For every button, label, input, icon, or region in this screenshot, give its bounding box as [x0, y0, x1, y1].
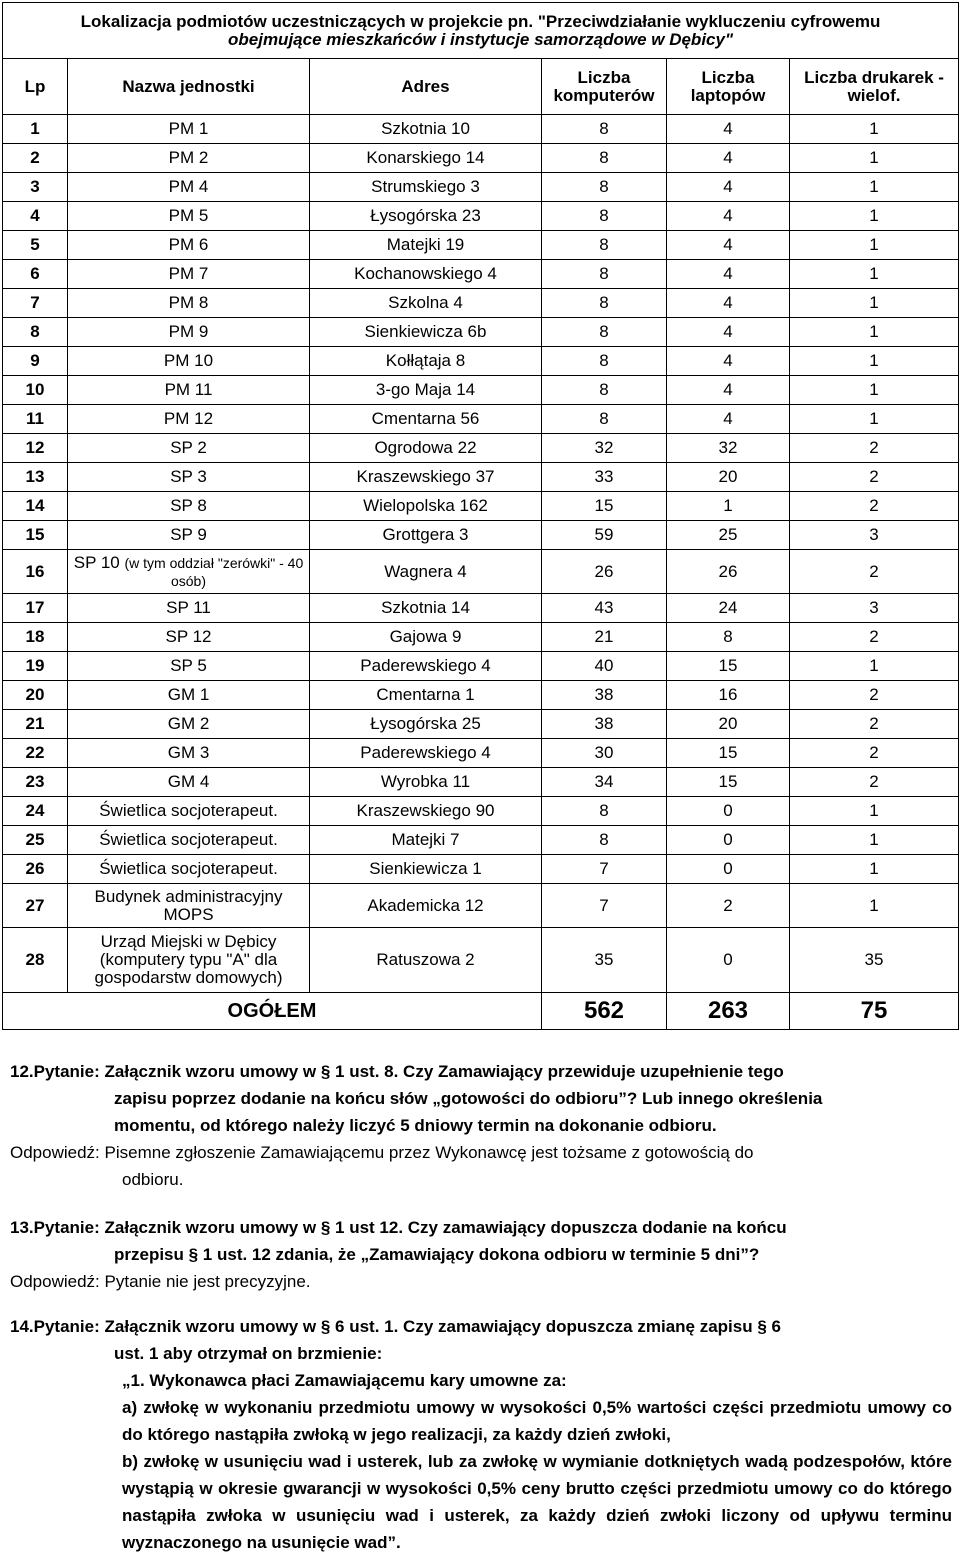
total-row [3, 993, 959, 1030]
row-address: Wielopolska 162 [310, 492, 542, 521]
row-lp: 26 [3, 855, 68, 884]
row-laptops: 15 [667, 768, 790, 797]
row-laptops: 4 [667, 289, 790, 318]
row-printers: 1 [790, 826, 959, 855]
row-address: Paderewskiego 4 [310, 652, 542, 681]
row-name: Świetlica socjoterapeut. [68, 797, 310, 826]
row-computers: 8 [542, 173, 667, 202]
row-laptops: 15 [667, 739, 790, 768]
row-lp: 12 [3, 434, 68, 463]
answer-12-text1: Pisemne zgłoszenie Zamawiającemu przez Wykonawcę jest tożsame z gotowością do [104, 1143, 754, 1162]
row-computers: 8 [542, 318, 667, 347]
row-printers: 2 [790, 623, 959, 652]
row-name: GM 3 [68, 739, 310, 768]
row-lp: 23 [3, 768, 68, 797]
question-14 [10, 1313, 952, 1367]
row-computers: 40 [542, 652, 667, 681]
question-12-label: Pytanie: [33, 1062, 100, 1081]
table-row [3, 623, 959, 652]
table-body [3, 115, 959, 993]
row-printers: 1 [790, 797, 959, 826]
question-13-label: Pytanie: [33, 1218, 100, 1237]
row-name: PM 6 [68, 231, 310, 260]
row-computers: 8 [542, 202, 667, 231]
answer-13-label: Odpowiedź: [10, 1272, 100, 1291]
table-row [3, 768, 959, 797]
row-address: Sienkiewicza 6b [310, 318, 542, 347]
row-name: SP 11 [68, 594, 310, 623]
row-computers: 8 [542, 376, 667, 405]
row-name: Budynek administracyjny MOPS [68, 884, 310, 928]
row-name: SP 2 [68, 434, 310, 463]
question-14-number: 14. [10, 1317, 34, 1336]
row-laptops: 0 [667, 855, 790, 884]
question-12-text-line1 [10, 1062, 784, 1081]
row-lp: 24 [3, 797, 68, 826]
row-name: GM 1 [68, 681, 310, 710]
question-12-text2: zapisu poprzez dodanie na końcu słów „gotowości do odbioru”? Lub innego określenia [114, 1089, 823, 1108]
row-laptops: 26 [667, 550, 790, 594]
row-lp: 11 [3, 405, 68, 434]
question-13-number: 13. [10, 1218, 34, 1237]
row-printers: 2 [790, 739, 959, 768]
question-13-text2: przepisu § 1 ust. 12 zdania, że „Zamawiający dokona odbioru w terminie 5 dni”? [114, 1245, 760, 1264]
row-address: Kołłątaja 8 [310, 347, 542, 376]
row-laptops: 20 [667, 463, 790, 492]
table-title [3, 3, 959, 59]
row-address: Konarskiego 14 [310, 144, 542, 173]
row-address: Kraszewskiego 37 [310, 463, 542, 492]
question-12-text1: Załącznik wzoru umowy w § 1 ust. 8. Czy Zamawiający przewiduje uzupełnienie tego [104, 1062, 784, 1081]
total-computers: 562 [542, 993, 667, 1030]
row-computers: 7 [542, 884, 667, 928]
row-name: PM 2 [68, 144, 310, 173]
row-computers: 43 [542, 594, 667, 623]
row-address: Akademicka 12 [310, 884, 542, 928]
row-laptops: 1 [667, 492, 790, 521]
row-name: PM 10 [68, 347, 310, 376]
row-address: Wagnera 4 [310, 550, 542, 594]
row-name: PM 9 [68, 318, 310, 347]
row-lp: 3 [3, 173, 68, 202]
question-13-section [10, 1214, 952, 1295]
answer-12-text2: odbioru. [122, 1170, 184, 1189]
total-label: OGÓŁEM [3, 993, 542, 1030]
row-lp: 10 [3, 376, 68, 405]
row-printers: 1 [790, 318, 959, 347]
row-address: Kraszewskiego 90 [310, 797, 542, 826]
table-row [3, 202, 959, 231]
question-14-section [10, 1313, 952, 1556]
row-address: Kochanowskiego 4 [310, 260, 542, 289]
table-header-row [3, 59, 959, 115]
row-lp: 1 [3, 115, 68, 144]
row-printers: 1 [790, 884, 959, 928]
row-laptops: 16 [667, 681, 790, 710]
row-laptops: 24 [667, 594, 790, 623]
row-name-main: SP 10 [73, 552, 120, 572]
row-address: Szkotnia 10 [310, 115, 542, 144]
row-laptops: 4 [667, 231, 790, 260]
row-computers: 21 [542, 623, 667, 652]
row-address: Ogrodowa 22 [310, 434, 542, 463]
row-address: Grottgera 3 [310, 521, 542, 550]
header-computers: Liczba komputerów [542, 59, 667, 115]
row-laptops: 20 [667, 710, 790, 739]
row-address: Matejki 19 [310, 231, 542, 260]
row-printers: 1 [790, 855, 959, 884]
row-lp: 25 [3, 826, 68, 855]
question-13-text1: Załącznik wzoru umowy w § 1 ust 12. Czy zamawiający dopuszcza dodanie na końcu [104, 1218, 787, 1237]
table-row [3, 521, 959, 550]
row-name: SP 9 [68, 521, 310, 550]
row-lp: 22 [3, 739, 68, 768]
row-computers: 8 [542, 115, 667, 144]
row-address: Łysogórska 25 [310, 710, 542, 739]
row-name: SP 5 [68, 652, 310, 681]
answer-12-label: Odpowiedź: [10, 1143, 100, 1162]
row-printers: 3 [790, 594, 959, 623]
header-name: Nazwa jednostki [68, 59, 310, 115]
question-14-text2: ust. 1 aby otrzymał on brzmienie: [114, 1344, 383, 1363]
table-row [3, 463, 959, 492]
row-name: Świetlica socjoterapeut. [68, 826, 310, 855]
table-row [3, 550, 959, 594]
row-address: Wyrobka 11 [310, 768, 542, 797]
row-computers: 38 [542, 681, 667, 710]
row-lp: 13 [3, 463, 68, 492]
row-name: PM 7 [68, 260, 310, 289]
row-name: SP 8 [68, 492, 310, 521]
question-12-text3: momentu, od którego należy liczyć 5 dniowy termin na dokonanie odbioru. [114, 1116, 717, 1135]
row-name-note: (w tym oddział "zerówki" - 40 osób) [124, 554, 304, 589]
row-printers: 35 [790, 928, 959, 993]
row-computers: 26 [542, 550, 667, 594]
row-address: Cmentarna 1 [310, 681, 542, 710]
row-lp: 20 [3, 681, 68, 710]
header-lp: Lp [3, 59, 68, 115]
row-lp: 7 [3, 289, 68, 318]
row-computers: 34 [542, 768, 667, 797]
row-lp: 15 [3, 521, 68, 550]
row-address: 3-go Maja 14 [310, 376, 542, 405]
row-lp: 9 [3, 347, 68, 376]
answer-12 [10, 1139, 952, 1193]
answer-13 [10, 1268, 952, 1295]
row-address: Cmentarna 56 [310, 405, 542, 434]
row-lp: 8 [3, 318, 68, 347]
table-row [3, 347, 959, 376]
header-address: Adres [310, 59, 542, 115]
table-row [3, 739, 959, 768]
row-name: Urząd Miejski w Dębicy (komputery typu "A" dla gospodarstw domowych) [68, 928, 310, 993]
table-row [3, 826, 959, 855]
row-computers: 8 [542, 289, 667, 318]
header-laptops: Liczba laptopów [667, 59, 790, 115]
total-laptops: 263 [667, 993, 790, 1030]
row-computers: 30 [542, 739, 667, 768]
row-address: Ratuszowa 2 [310, 928, 542, 993]
row-lp: 14 [3, 492, 68, 521]
table-title-line1: Lokalizacja podmiotów uczestniczących w projekcie pn. "Przeciwdziałanie wykluczeniu cyfrowemu [80, 11, 881, 31]
row-address: Szkotnia 14 [310, 594, 542, 623]
row-laptops: 8 [667, 623, 790, 652]
row-printers: 1 [790, 173, 959, 202]
row-name: PM 1 [68, 115, 310, 144]
table-row [3, 260, 959, 289]
table-row [3, 318, 959, 347]
row-address: Sienkiewicza 1 [310, 855, 542, 884]
row-computers: 8 [542, 260, 667, 289]
row-laptops: 4 [667, 202, 790, 231]
row-laptops: 15 [667, 652, 790, 681]
table-row [3, 231, 959, 260]
question-14-quote2: a) zwłokę w wykonaniu przedmiotu umowy w wysokości 0,5% wartości części przedmiotu umowy co do którego nastąpiła zwłoką w jego realizacji, za każdy dzień zwłoki, [122, 1398, 952, 1444]
row-lp: 17 [3, 594, 68, 623]
row-lp: 18 [3, 623, 68, 652]
row-lp: 5 [3, 231, 68, 260]
row-computers: 33 [542, 463, 667, 492]
row-laptops: 4 [667, 260, 790, 289]
table-row [3, 884, 959, 928]
row-laptops: 32 [667, 434, 790, 463]
row-name [68, 550, 310, 594]
row-printers: 2 [790, 681, 959, 710]
row-laptops: 2 [667, 884, 790, 928]
row-laptops: 4 [667, 347, 790, 376]
row-computers: 8 [542, 231, 667, 260]
row-computers: 35 [542, 928, 667, 993]
row-address: Gajowa 9 [310, 623, 542, 652]
row-laptops: 4 [667, 144, 790, 173]
row-laptops: 0 [667, 826, 790, 855]
row-name: Świetlica socjoterapeut. [68, 855, 310, 884]
row-address: Strumskiego 3 [310, 173, 542, 202]
question-13 [10, 1214, 952, 1268]
row-laptops: 4 [667, 318, 790, 347]
row-printers: 3 [790, 521, 959, 550]
row-computers: 8 [542, 144, 667, 173]
table-row [3, 710, 959, 739]
row-name: GM 2 [68, 710, 310, 739]
table-title-line2: obejmujące mieszkańców i instytucje samorządowe w Dębicy" [228, 29, 734, 49]
row-address: Paderewskiego 4 [310, 739, 542, 768]
row-lp: 27 [3, 884, 68, 928]
row-name: PM 8 [68, 289, 310, 318]
row-name: GM 4 [68, 768, 310, 797]
question-12 [10, 1058, 952, 1139]
row-laptops: 4 [667, 376, 790, 405]
table-row [3, 405, 959, 434]
row-lp: 6 [3, 260, 68, 289]
question-14-quote1: „1. Wykonawca płaci Zamawiającemu kary umowne za: [122, 1371, 567, 1390]
table-row [3, 928, 959, 993]
row-computers: 8 [542, 347, 667, 376]
row-laptops: 25 [667, 521, 790, 550]
units-table [2, 2, 959, 1030]
table-row [3, 144, 959, 173]
row-printers: 1 [790, 202, 959, 231]
row-lp: 4 [3, 202, 68, 231]
row-laptops: 4 [667, 173, 790, 202]
row-name: SP 12 [68, 623, 310, 652]
row-lp: 28 [3, 928, 68, 993]
row-printers: 1 [790, 376, 959, 405]
table-row [3, 594, 959, 623]
row-computers: 59 [542, 521, 667, 550]
row-laptops: 4 [667, 405, 790, 434]
question-14-label: Pytanie: [33, 1317, 100, 1336]
row-printers: 1 [790, 405, 959, 434]
row-printers: 1 [790, 231, 959, 260]
row-name: PM 5 [68, 202, 310, 231]
row-printers: 2 [790, 710, 959, 739]
row-printers: 2 [790, 463, 959, 492]
row-address: Szkolna 4 [310, 289, 542, 318]
row-address: Łysogórska 23 [310, 202, 542, 231]
table-row [3, 652, 959, 681]
row-printers: 2 [790, 492, 959, 521]
row-computers: 8 [542, 797, 667, 826]
table-row [3, 797, 959, 826]
row-printers: 2 [790, 550, 959, 594]
row-name: PM 12 [68, 405, 310, 434]
row-printers: 1 [790, 144, 959, 173]
row-computers: 7 [542, 855, 667, 884]
row-computers: 38 [542, 710, 667, 739]
total-printers: 75 [790, 993, 959, 1030]
row-computers: 15 [542, 492, 667, 521]
row-address: Matejki 7 [310, 826, 542, 855]
table-row [3, 855, 959, 884]
row-name: SP 3 [68, 463, 310, 492]
table-row [3, 115, 959, 144]
row-printers: 1 [790, 260, 959, 289]
table-row [3, 434, 959, 463]
row-lp: 19 [3, 652, 68, 681]
row-lp: 21 [3, 710, 68, 739]
row-computers: 8 [542, 405, 667, 434]
row-laptops: 4 [667, 115, 790, 144]
row-name: PM 11 [68, 376, 310, 405]
row-printers: 2 [790, 768, 959, 797]
row-laptops: 0 [667, 928, 790, 993]
row-laptops: 0 [667, 797, 790, 826]
question-12-number: 12. [10, 1062, 34, 1081]
question-14-quote3: b) zwłokę w usunięciu wad i usterek, lub za zwłokę w wymianie dotkniętych wadą podzespołów, które wystąpią w okresie gwarancji w wysokości 0,5% ceny brutto części przedmiotu umowy co do którego nastąpiła zwłoka w usunięciu wad i usterek, za każdy dzień zwłoki liczony od upływu terminu wyznaczonego na usunięcie wad”. [122, 1452, 952, 1552]
row-lp: 16 [3, 550, 68, 594]
row-computers: 32 [542, 434, 667, 463]
question-12-section [10, 1058, 952, 1193]
table-row [3, 681, 959, 710]
table-row [3, 376, 959, 405]
row-lp: 2 [3, 144, 68, 173]
table-row [3, 492, 959, 521]
row-printers: 1 [790, 289, 959, 318]
table-row [3, 173, 959, 202]
row-printers: 1 [790, 115, 959, 144]
table-row [3, 289, 959, 318]
question-14-text1: Załącznik wzoru umowy w § 6 ust. 1. Czy zamawiający dopuszcza zmianę zapisu § 6 [104, 1317, 781, 1336]
answer-13-text1: Pytanie nie jest precyzyjne. [104, 1272, 311, 1291]
header-printers: Liczba drukarek - wielof. [790, 59, 959, 115]
row-computers: 8 [542, 826, 667, 855]
row-printers: 1 [790, 347, 959, 376]
row-printers: 2 [790, 434, 959, 463]
row-printers: 1 [790, 652, 959, 681]
row-name: PM 4 [68, 173, 310, 202]
